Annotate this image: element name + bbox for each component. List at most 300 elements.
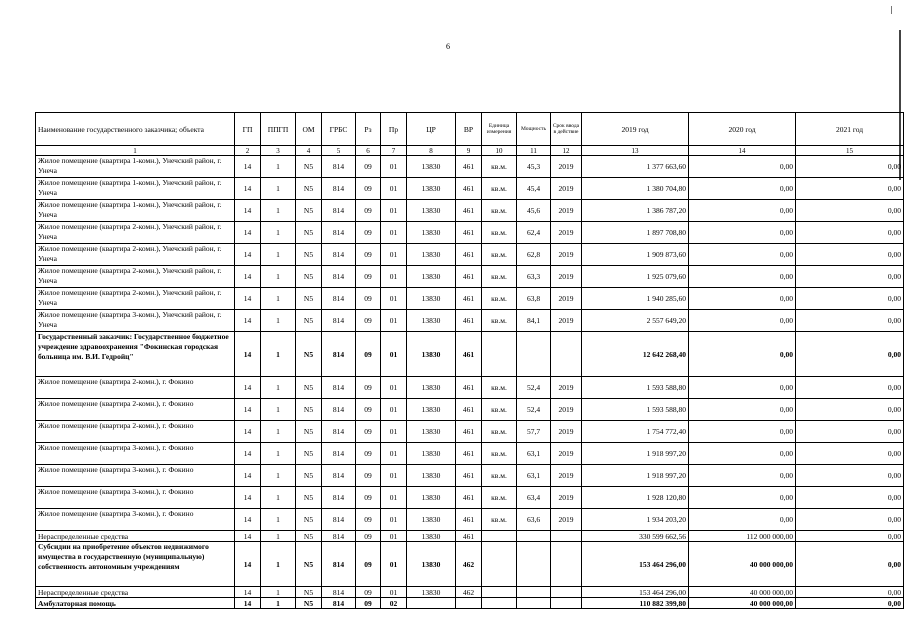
- code-cell: 45,6: [517, 200, 551, 222]
- code-cell: 09: [356, 399, 381, 421]
- object-name-cell: Жилое помещение (квартира 2-комн.), Унечский район, г. Унеча: [36, 288, 235, 310]
- code-cell: 14: [235, 377, 261, 399]
- code-cell: 814: [322, 222, 356, 244]
- code-cell: N5: [296, 399, 322, 421]
- table-row: [36, 200, 904, 222]
- header-cell: 2019 год: [582, 113, 689, 146]
- code-cell: 461: [456, 288, 482, 310]
- header-cell: Мощность: [517, 113, 551, 146]
- table-row: [36, 377, 904, 399]
- table-row: [36, 222, 904, 244]
- code-cell: 13830: [407, 421, 456, 443]
- header-cell: ГРБС: [322, 113, 356, 146]
- code-cell: 14: [235, 310, 261, 332]
- amount-cell: 112 000 000,00: [689, 531, 796, 542]
- object-name-cell: Субсидии на приобретение объектов недвижимого имущества в государственную (муниципальную) собственность автономным учреждениям: [36, 542, 235, 587]
- amount-cell: 2 557 649,20: [582, 310, 689, 332]
- code-cell: 814: [322, 200, 356, 222]
- code-cell: кв.м.: [482, 200, 517, 222]
- amount-cell: 0,00: [796, 266, 904, 288]
- header-cell: Наименование государственного заказчика; объекта: [36, 113, 235, 146]
- amount-cell: 110 882 399,80: [582, 598, 689, 609]
- code-cell: 814: [322, 443, 356, 465]
- code-cell: 14: [235, 244, 261, 266]
- code-cell: N5: [296, 443, 322, 465]
- code-cell: 13830: [407, 244, 456, 266]
- code-cell: 2019: [551, 421, 582, 443]
- amount-cell: 0,00: [796, 288, 904, 310]
- code-cell: [482, 598, 517, 609]
- code-cell: 52,4: [517, 399, 551, 421]
- page-number: 6: [446, 42, 450, 51]
- code-cell: 814: [322, 266, 356, 288]
- code-cell: 62,8: [517, 244, 551, 266]
- code-cell: 63,8: [517, 288, 551, 310]
- code-cell: кв.м.: [482, 399, 517, 421]
- code-cell: 13830: [407, 542, 456, 587]
- amount-cell: 153 464 296,00: [582, 587, 689, 598]
- code-cell: 13830: [407, 509, 456, 531]
- code-cell: 01: [381, 465, 407, 487]
- column-number: 11: [517, 146, 551, 156]
- code-cell: 1: [261, 244, 296, 266]
- code-cell: 09: [356, 288, 381, 310]
- header-cell: Рз: [356, 113, 381, 146]
- column-number: 7: [381, 146, 407, 156]
- table-row: [36, 587, 904, 598]
- column-number: 1: [36, 146, 235, 156]
- amount-cell: 0,00: [796, 487, 904, 509]
- amount-cell: 40 000 000,00: [689, 587, 796, 598]
- amount-cell: 1 386 787,20: [582, 200, 689, 222]
- code-cell: 01: [381, 178, 407, 200]
- code-cell: 14: [235, 542, 261, 587]
- object-name-cell: Жилое помещение (квартира 2-комн.), г. Фокино: [36, 421, 235, 443]
- amount-cell: 0,00: [689, 178, 796, 200]
- code-cell: 14: [235, 222, 261, 244]
- code-cell: 1: [261, 421, 296, 443]
- code-cell: 13830: [407, 531, 456, 542]
- amount-cell: 0,00: [689, 244, 796, 266]
- amount-cell: 1 918 997,20: [582, 443, 689, 465]
- code-cell: 2019: [551, 399, 582, 421]
- column-number: 3: [261, 146, 296, 156]
- object-name-cell: Нераспределенные средства: [36, 587, 235, 598]
- amount-cell: 0,00: [796, 598, 904, 609]
- code-cell: 09: [356, 487, 381, 509]
- amount-cell: 0,00: [796, 244, 904, 266]
- code-cell: N5: [296, 509, 322, 531]
- column-number: 6: [356, 146, 381, 156]
- code-cell: 814: [322, 598, 356, 609]
- column-number: 5: [322, 146, 356, 156]
- code-cell: 461: [456, 266, 482, 288]
- object-name-cell: Жилое помещение (квартира 2-комн.), Унечский район, г. Унеча: [36, 244, 235, 266]
- code-cell: N5: [296, 465, 322, 487]
- table-row: [36, 288, 904, 310]
- code-cell: 461: [456, 487, 482, 509]
- code-cell: 2019: [551, 244, 582, 266]
- amount-cell: 0,00: [689, 465, 796, 487]
- code-cell: 09: [356, 332, 381, 377]
- amount-cell: 0,00: [796, 178, 904, 200]
- amount-cell: 0,00: [689, 310, 796, 332]
- code-cell: 09: [356, 421, 381, 443]
- amount-cell: 0,00: [689, 443, 796, 465]
- code-cell: 45,3: [517, 156, 551, 178]
- object-name-cell: Жилое помещение (квартира 2-комн.), г. Фокино: [36, 399, 235, 421]
- amount-cell: 0,00: [689, 509, 796, 531]
- code-cell: 1: [261, 542, 296, 587]
- code-cell: 2019: [551, 288, 582, 310]
- code-cell: кв.м.: [482, 244, 517, 266]
- code-cell: кв.м.: [482, 310, 517, 332]
- code-cell: [517, 332, 551, 377]
- code-cell: 09: [356, 310, 381, 332]
- amount-cell: 12 642 268,40: [582, 332, 689, 377]
- code-cell: 01: [381, 443, 407, 465]
- code-cell: [517, 542, 551, 587]
- code-cell: 02: [381, 598, 407, 609]
- code-cell: 13830: [407, 288, 456, 310]
- code-cell: N5: [296, 598, 322, 609]
- code-cell: 2019: [551, 310, 582, 332]
- code-cell: 14: [235, 178, 261, 200]
- code-cell: 01: [381, 200, 407, 222]
- code-cell: 01: [381, 310, 407, 332]
- code-cell: N5: [296, 156, 322, 178]
- code-cell: 2019: [551, 156, 582, 178]
- amount-cell: 0,00: [796, 332, 904, 377]
- code-cell: 814: [322, 332, 356, 377]
- amount-cell: 0,00: [689, 421, 796, 443]
- code-cell: N5: [296, 244, 322, 266]
- code-cell: 13830: [407, 487, 456, 509]
- code-cell: 461: [456, 377, 482, 399]
- amount-cell: 1 918 997,20: [582, 465, 689, 487]
- amount-cell: 0,00: [796, 542, 904, 587]
- code-cell: 14: [235, 531, 261, 542]
- code-cell: N5: [296, 222, 322, 244]
- code-cell: 1: [261, 332, 296, 377]
- code-cell: 462: [456, 587, 482, 598]
- code-cell: 461: [456, 200, 482, 222]
- code-cell: 14: [235, 156, 261, 178]
- column-number-row: [36, 146, 904, 156]
- code-cell: кв.м.: [482, 288, 517, 310]
- code-cell: 63,1: [517, 443, 551, 465]
- code-cell: [551, 598, 582, 609]
- table-row: [36, 310, 904, 332]
- code-cell: 461: [456, 310, 482, 332]
- table-row: [36, 443, 904, 465]
- code-cell: 1: [261, 487, 296, 509]
- code-cell: 814: [322, 310, 356, 332]
- code-cell: 52,4: [517, 377, 551, 399]
- code-cell: 1: [261, 156, 296, 178]
- code-cell: N5: [296, 377, 322, 399]
- code-cell: 63,4: [517, 487, 551, 509]
- code-cell: 62,4: [517, 222, 551, 244]
- amount-cell: 0,00: [796, 443, 904, 465]
- code-cell: 01: [381, 487, 407, 509]
- code-cell: кв.м.: [482, 266, 517, 288]
- code-cell: 13830: [407, 332, 456, 377]
- code-cell: 461: [456, 531, 482, 542]
- code-cell: 814: [322, 178, 356, 200]
- code-cell: кв.м.: [482, 377, 517, 399]
- code-cell: 01: [381, 377, 407, 399]
- code-cell: [551, 531, 582, 542]
- amount-cell: 0,00: [689, 399, 796, 421]
- amount-cell: 330 599 662,56: [582, 531, 689, 542]
- code-cell: [482, 332, 517, 377]
- code-cell: 1: [261, 222, 296, 244]
- code-cell: 14: [235, 399, 261, 421]
- object-name-cell: Жилое помещение (квартира 2-комн.), г. Фокино: [36, 377, 235, 399]
- table-row: [36, 332, 904, 377]
- header-cell: Единица измерения: [482, 113, 517, 146]
- amount-cell: 0,00: [689, 200, 796, 222]
- amount-cell: 0,00: [689, 222, 796, 244]
- code-cell: 2019: [551, 266, 582, 288]
- column-number: 2: [235, 146, 261, 156]
- header-cell: ГП: [235, 113, 261, 146]
- code-cell: 01: [381, 531, 407, 542]
- code-cell: 09: [356, 542, 381, 587]
- amount-cell: 0,00: [689, 266, 796, 288]
- table-row: [36, 399, 904, 421]
- code-cell: 63,1: [517, 465, 551, 487]
- code-cell: 814: [322, 587, 356, 598]
- code-cell: 09: [356, 598, 381, 609]
- code-cell: 1: [261, 200, 296, 222]
- code-cell: 01: [381, 222, 407, 244]
- code-cell: 01: [381, 542, 407, 587]
- code-cell: 13830: [407, 222, 456, 244]
- code-cell: 2019: [551, 487, 582, 509]
- code-cell: кв.м.: [482, 443, 517, 465]
- object-name-cell: Жилое помещение (квартира 3-комн.), г. Фокино: [36, 465, 235, 487]
- amount-cell: 0,00: [796, 531, 904, 542]
- code-cell: 1: [261, 531, 296, 542]
- code-cell: кв.м.: [482, 178, 517, 200]
- table-row: [36, 509, 904, 531]
- code-cell: 461: [456, 509, 482, 531]
- header-cell: 2020 год: [689, 113, 796, 146]
- amount-cell: 40 000 000,00: [689, 598, 796, 609]
- code-cell: N5: [296, 288, 322, 310]
- code-cell: 13830: [407, 310, 456, 332]
- code-cell: 814: [322, 531, 356, 542]
- code-cell: 461: [456, 332, 482, 377]
- code-cell: 01: [381, 421, 407, 443]
- code-cell: 1: [261, 266, 296, 288]
- code-cell: [551, 587, 582, 598]
- header-row: [36, 113, 904, 146]
- code-cell: 1: [261, 288, 296, 310]
- code-cell: N5: [296, 178, 322, 200]
- header-cell: ВР: [456, 113, 482, 146]
- code-cell: [482, 542, 517, 587]
- code-cell: [517, 531, 551, 542]
- code-cell: 1: [261, 178, 296, 200]
- code-cell: 09: [356, 178, 381, 200]
- code-cell: [551, 332, 582, 377]
- code-cell: 01: [381, 399, 407, 421]
- object-name-cell: Амбулаторная помощь: [36, 598, 235, 609]
- object-name-cell: Жилое помещение (квартира 3-комн.), г. Фокино: [36, 487, 235, 509]
- code-cell: 01: [381, 288, 407, 310]
- amount-cell: 1 928 120,80: [582, 487, 689, 509]
- code-cell: 1: [261, 310, 296, 332]
- header-cell: 2021 год: [796, 113, 904, 146]
- code-cell: кв.м.: [482, 222, 517, 244]
- amount-cell: 0,00: [796, 421, 904, 443]
- code-cell: 84,1: [517, 310, 551, 332]
- amount-cell: 0,00: [689, 156, 796, 178]
- column-number: 13: [582, 146, 689, 156]
- table-row: [36, 244, 904, 266]
- amount-cell: 1 925 079,60: [582, 266, 689, 288]
- code-cell: 14: [235, 487, 261, 509]
- code-cell: [482, 531, 517, 542]
- object-name-cell: Жилое помещение (квартира 3-комн.), Унечский район, г. Унеча: [36, 310, 235, 332]
- code-cell: 09: [356, 509, 381, 531]
- code-cell: 01: [381, 509, 407, 531]
- code-cell: 1: [261, 399, 296, 421]
- code-cell: 814: [322, 399, 356, 421]
- column-number: 8: [407, 146, 456, 156]
- code-cell: кв.м.: [482, 465, 517, 487]
- object-name-cell: Жилое помещение (квартира 1-комн.), Унечский район, г. Унеча: [36, 200, 235, 222]
- code-cell: 14: [235, 332, 261, 377]
- code-cell: 13830: [407, 377, 456, 399]
- column-number: 4: [296, 146, 322, 156]
- code-cell: [456, 598, 482, 609]
- column-number: 12: [551, 146, 582, 156]
- code-cell: 63,3: [517, 266, 551, 288]
- code-cell: 13830: [407, 266, 456, 288]
- amount-cell: 0,00: [689, 332, 796, 377]
- code-cell: кв.м.: [482, 509, 517, 531]
- object-name-cell: Государственный заказчик: Государственное бюджетное учреждение здравоохранения "Фокинская городская больница им. В.И. Гедройц": [36, 332, 235, 377]
- code-cell: кв.м.: [482, 487, 517, 509]
- object-name-cell: Жилое помещение (квартира 3-комн.), г. Фокино: [36, 509, 235, 531]
- header-cell: Пр: [381, 113, 407, 146]
- code-cell: 13830: [407, 399, 456, 421]
- amount-cell: 1 897 708,80: [582, 222, 689, 244]
- column-number: 9: [456, 146, 482, 156]
- column-number: 15: [796, 146, 904, 156]
- code-cell: 14: [235, 421, 261, 443]
- amount-cell: 0,00: [689, 487, 796, 509]
- code-cell: 14: [235, 587, 261, 598]
- code-cell: 1: [261, 465, 296, 487]
- code-cell: 814: [322, 156, 356, 178]
- code-cell: 2019: [551, 178, 582, 200]
- code-cell: 01: [381, 587, 407, 598]
- code-cell: 814: [322, 377, 356, 399]
- code-cell: 13830: [407, 178, 456, 200]
- scan-edge-tick: [891, 6, 892, 14]
- code-cell: 09: [356, 465, 381, 487]
- header-cell: ЦР: [407, 113, 456, 146]
- table-row: [36, 156, 904, 178]
- capital-investment-table: [35, 112, 904, 609]
- amount-cell: 1 754 772,40: [582, 421, 689, 443]
- object-name-cell: Нераспределенные средства: [36, 531, 235, 542]
- code-cell: 09: [356, 443, 381, 465]
- code-cell: N5: [296, 266, 322, 288]
- code-cell: N5: [296, 332, 322, 377]
- code-cell: 09: [356, 200, 381, 222]
- code-cell: 1: [261, 598, 296, 609]
- code-cell: 2019: [551, 509, 582, 531]
- code-cell: [551, 542, 582, 587]
- amount-cell: 0,00: [796, 200, 904, 222]
- header-cell: Срок ввода в действие: [551, 113, 582, 146]
- code-cell: N5: [296, 531, 322, 542]
- code-cell: N5: [296, 200, 322, 222]
- code-cell: 57,7: [517, 421, 551, 443]
- code-cell: [407, 598, 456, 609]
- code-cell: 1: [261, 587, 296, 598]
- code-cell: 09: [356, 156, 381, 178]
- code-cell: [517, 598, 551, 609]
- object-name-cell: Жилое помещение (квартира 1-комн.), Унечский район, г. Унеча: [36, 178, 235, 200]
- amount-cell: 1 940 285,60: [582, 288, 689, 310]
- code-cell: 814: [322, 288, 356, 310]
- code-cell: N5: [296, 587, 322, 598]
- amount-cell: 1 593 588,80: [582, 399, 689, 421]
- code-cell: 01: [381, 266, 407, 288]
- table-row: [36, 178, 904, 200]
- code-cell: 2019: [551, 200, 582, 222]
- code-cell: [482, 587, 517, 598]
- code-cell: 13830: [407, 443, 456, 465]
- code-cell: 01: [381, 332, 407, 377]
- amount-cell: 1 593 588,80: [582, 377, 689, 399]
- code-cell: 461: [456, 222, 482, 244]
- amount-cell: 153 464 296,00: [582, 542, 689, 587]
- object-name-cell: Жилое помещение (квартира 3-комн.), г. Фокино: [36, 443, 235, 465]
- amount-cell: 0,00: [796, 377, 904, 399]
- table-body: [36, 156, 904, 609]
- code-cell: 814: [322, 465, 356, 487]
- code-cell: 14: [235, 288, 261, 310]
- code-cell: 461: [456, 421, 482, 443]
- amount-cell: 0,00: [796, 509, 904, 531]
- code-cell: N5: [296, 542, 322, 587]
- code-cell: 09: [356, 244, 381, 266]
- code-cell: 09: [356, 222, 381, 244]
- code-cell: 461: [456, 399, 482, 421]
- object-name-cell: Жилое помещение (квартира 2-комн.), Унечский район, г. Унеча: [36, 266, 235, 288]
- amount-cell: 1 377 663,60: [582, 156, 689, 178]
- code-cell: 45,4: [517, 178, 551, 200]
- code-cell: 09: [356, 587, 381, 598]
- code-cell: 814: [322, 244, 356, 266]
- code-cell: 1: [261, 443, 296, 465]
- code-cell: 461: [456, 178, 482, 200]
- code-cell: 1: [261, 377, 296, 399]
- code-cell: 2019: [551, 222, 582, 244]
- object-name-cell: Жилое помещение (квартира 2-комн.), Унечский район, г. Унеча: [36, 222, 235, 244]
- code-cell: 2019: [551, 465, 582, 487]
- table-row: [36, 531, 904, 542]
- code-cell: 13830: [407, 465, 456, 487]
